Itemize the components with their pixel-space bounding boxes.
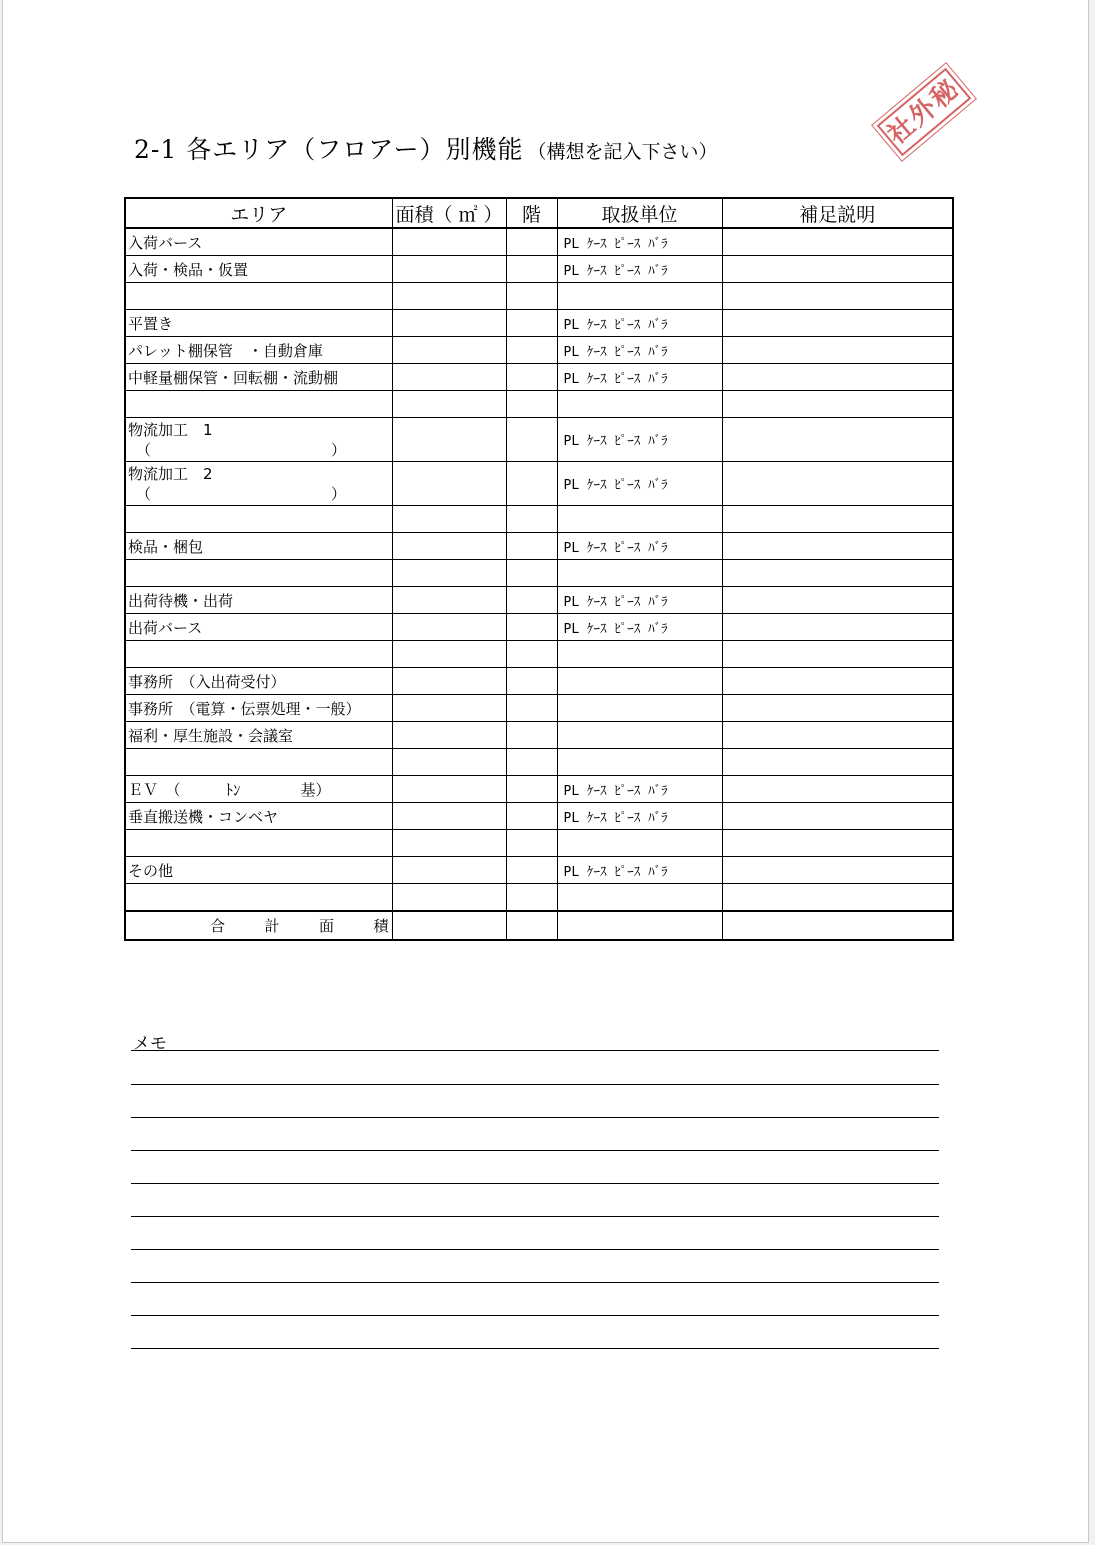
area-size-cell[interactable] — [392, 722, 506, 749]
notes-cell[interactable] — [722, 587, 953, 614]
area-size-cell[interactable] — [392, 337, 506, 364]
area-size-cell[interactable] — [392, 418, 506, 462]
memo-line — [131, 1050, 939, 1051]
floor-cell[interactable] — [506, 337, 557, 364]
area-size-cell[interactable] — [392, 364, 506, 391]
header-floor: 階 — [506, 198, 557, 228]
area-detail: （ ） — [136, 440, 347, 459]
notes-cell[interactable] — [722, 803, 953, 830]
floor-cell[interactable] — [506, 830, 557, 857]
area-size-cell[interactable] — [392, 256, 506, 283]
table-row — [125, 857, 953, 884]
area-cell: パレット棚保管 ・自動倉庫 — [125, 337, 392, 364]
memo-line — [131, 1249, 939, 1250]
table-row — [125, 310, 953, 337]
notes-cell[interactable] — [722, 256, 953, 283]
area-cell: 垂直搬送機・コンベヤ — [125, 803, 392, 830]
notes-cell[interactable] — [722, 337, 953, 364]
table-header-row — [125, 198, 953, 228]
floor-cell[interactable] — [506, 560, 557, 587]
area-label: 物流加工 2 — [128, 464, 213, 483]
table-row — [125, 283, 953, 310]
notes-cell[interactable] — [722, 641, 953, 668]
header-area: エリア — [125, 198, 392, 228]
table-row — [125, 462, 953, 506]
memo-line — [131, 1216, 939, 1217]
area-size-cell[interactable] — [392, 506, 506, 533]
table-row — [125, 228, 953, 256]
notes-cell[interactable] — [722, 506, 953, 533]
table-row — [125, 668, 953, 695]
area-cell: その他 — [125, 857, 392, 884]
page-title — [134, 130, 717, 166]
total-row — [125, 911, 953, 940]
header-notes: 補足説明 — [722, 198, 953, 228]
floor-cell[interactable] — [506, 668, 557, 695]
area-size-cell[interactable] — [392, 857, 506, 884]
area-cell — [125, 391, 392, 418]
area-cell — [125, 749, 392, 776]
handling-unit-cell — [557, 283, 722, 310]
floor-cell[interactable] — [506, 587, 557, 614]
area-size-cell[interactable] — [392, 228, 506, 256]
handling-unit-cell: PL ｹｰｽ ﾋﾟｰｽ ﾊﾞﾗ — [557, 614, 722, 641]
table-row — [125, 641, 953, 668]
handling-unit-cell: PL ｹｰｽ ﾋﾟｰｽ ﾊﾞﾗ — [557, 418, 722, 462]
handling-unit-cell: PL ｹｰｽ ﾋﾟｰｽ ﾊﾞﾗ — [557, 803, 722, 830]
area-cell — [125, 560, 392, 587]
table-row — [125, 830, 953, 857]
area-cell — [125, 462, 392, 506]
memo-line — [131, 1150, 939, 1151]
handling-unit-cell: PL ｹｰｽ ﾋﾟｰｽ ﾊﾞﾗ — [557, 256, 722, 283]
area-size-cell[interactable] — [392, 462, 506, 506]
memo-line — [131, 1084, 939, 1085]
handling-unit-cell: PL ｹｰｽ ﾋﾟｰｽ ﾊﾞﾗ — [557, 364, 722, 391]
memo-label: メモ — [133, 1034, 167, 1054]
notes-cell[interactable] — [722, 391, 953, 418]
handling-unit-cell: PL ｹｰｽ ﾋﾟｰｽ ﾊﾞﾗ — [557, 533, 722, 560]
table-row — [125, 391, 953, 418]
floor-cell[interactable] — [506, 857, 557, 884]
area-size-cell[interactable] — [392, 884, 506, 912]
area-cell: 事務所 （電算・伝票処理・一般） — [125, 695, 392, 722]
table-row — [125, 749, 953, 776]
notes-cell[interactable] — [722, 722, 953, 749]
floor-cell[interactable] — [506, 462, 557, 506]
area-size-cell[interactable] — [392, 695, 506, 722]
table-row — [125, 506, 953, 533]
area-cell: ＥＶ （ ﾄﾝ 基） — [125, 776, 392, 803]
area-cell: 入荷バース — [125, 228, 392, 256]
handling-unit-cell — [557, 641, 722, 668]
handling-unit-cell — [557, 506, 722, 533]
header-handling-unit: 取扱単位 — [557, 198, 722, 228]
area-size-cell[interactable] — [392, 776, 506, 803]
notes-cell[interactable] — [722, 614, 953, 641]
handling-unit-cell: PL ｹｰｽ ﾋﾟｰｽ ﾊﾞﾗ — [557, 228, 722, 256]
floor-cell[interactable] — [506, 418, 557, 462]
notes-cell[interactable] — [722, 668, 953, 695]
floor-cell[interactable] — [506, 614, 557, 641]
area-cell — [125, 641, 392, 668]
notes-cell[interactable] — [722, 884, 953, 912]
area-size-cell[interactable] — [392, 668, 506, 695]
area-cell — [125, 418, 392, 462]
handling-unit-cell — [557, 560, 722, 587]
confidential-stamp: 社外秘 — [877, 68, 972, 156]
document-page — [2, 0, 1089, 1543]
table-row — [125, 256, 953, 283]
floor-cell[interactable] — [506, 228, 557, 256]
area-cell: 平置き — [125, 310, 392, 337]
handling-unit-cell: PL ｹｰｽ ﾋﾟｰｽ ﾊﾞﾗ — [557, 337, 722, 364]
area-cell: 福利・厚生施設・会議室 — [125, 722, 392, 749]
floor-cell[interactable] — [506, 310, 557, 337]
floor-cell[interactable] — [506, 506, 557, 533]
area-cell — [125, 506, 392, 533]
handling-unit-cell — [557, 830, 722, 857]
total-area-value[interactable] — [392, 911, 506, 940]
floor-cell[interactable] — [506, 749, 557, 776]
notes-cell[interactable] — [722, 228, 953, 256]
area-size-cell[interactable] — [392, 310, 506, 337]
area-cell: 事務所 （入出荷受付） — [125, 668, 392, 695]
title-main: 2-1 各エリア（フロアー）別機能 — [134, 135, 524, 164]
floor-cell[interactable] — [506, 641, 557, 668]
area-size-cell[interactable] — [392, 641, 506, 668]
memo-line — [131, 1183, 939, 1184]
area-size-cell[interactable] — [392, 391, 506, 418]
floor-cell[interactable] — [506, 776, 557, 803]
floor-cell[interactable] — [506, 533, 557, 560]
table-row — [125, 803, 953, 830]
handling-unit-cell — [557, 695, 722, 722]
area-function-table — [124, 197, 954, 941]
area-cell — [125, 830, 392, 857]
area-cell: 検品・梱包 — [125, 533, 392, 560]
notes-cell[interactable] — [722, 830, 953, 857]
table-row — [125, 884, 953, 912]
floor-cell[interactable] — [506, 722, 557, 749]
notes-cell[interactable] — [722, 533, 953, 560]
total-notes-cell — [722, 911, 953, 940]
table-row — [125, 560, 953, 587]
table-body — [125, 228, 953, 911]
floor-cell[interactable] — [506, 803, 557, 830]
table-row — [125, 364, 953, 391]
title-sub: （構想を記入下さい） — [527, 141, 718, 163]
notes-cell[interactable] — [722, 749, 953, 776]
handling-unit-cell: PL ｹｰｽ ﾋﾟｰｽ ﾊﾞﾗ — [557, 310, 722, 337]
table-row — [125, 776, 953, 803]
area-cell: 中軽量棚保管・回転棚・流動棚 — [125, 364, 392, 391]
memo-line — [131, 1348, 939, 1349]
handling-unit-cell — [557, 668, 722, 695]
table-row — [125, 722, 953, 749]
handling-unit-cell: PL ｹｰｽ ﾋﾟｰｽ ﾊﾞﾗ — [557, 776, 722, 803]
handling-unit-cell — [557, 391, 722, 418]
notes-cell[interactable] — [722, 776, 953, 803]
area-cell: 出荷待機・出荷 — [125, 587, 392, 614]
area-size-cell[interactable] — [392, 749, 506, 776]
floor-cell[interactable] — [506, 364, 557, 391]
notes-cell[interactable] — [722, 857, 953, 884]
area-cell: 入荷・検品・仮置 — [125, 256, 392, 283]
notes-cell[interactable] — [722, 283, 953, 310]
area-size-cell[interactable] — [392, 283, 506, 310]
memo-line — [131, 1282, 939, 1283]
notes-cell[interactable] — [722, 695, 953, 722]
table-row — [125, 587, 953, 614]
area-size-cell[interactable] — [392, 614, 506, 641]
notes-cell[interactable] — [722, 364, 953, 391]
area-size-cell[interactable] — [392, 533, 506, 560]
memo-line — [131, 1117, 939, 1118]
area-size-cell[interactable] — [392, 830, 506, 857]
area-cell: 出荷バース — [125, 614, 392, 641]
total-floor-cell — [506, 911, 557, 940]
area-size-cell[interactable] — [392, 560, 506, 587]
area-label: 物流加工 1 — [128, 420, 213, 439]
area-detail: （ ） — [136, 484, 347, 503]
handling-unit-cell — [557, 722, 722, 749]
notes-cell[interactable] — [722, 418, 953, 462]
total-unit-cell — [557, 911, 722, 940]
handling-unit-cell: PL ｹｰｽ ﾋﾟｰｽ ﾊﾞﾗ — [557, 462, 722, 506]
handling-unit-cell: PL ｹｰｽ ﾋﾟｰｽ ﾊﾞﾗ — [557, 587, 722, 614]
floor-cell[interactable] — [506, 695, 557, 722]
floor-cell[interactable] — [506, 256, 557, 283]
table-row — [125, 695, 953, 722]
area-size-cell[interactable] — [392, 587, 506, 614]
table-row — [125, 337, 953, 364]
floor-cell[interactable] — [506, 283, 557, 310]
notes-cell[interactable] — [722, 462, 953, 506]
total-area-label: 合 計 面 積 — [125, 911, 392, 940]
table-row — [125, 614, 953, 641]
area-size-cell[interactable] — [392, 803, 506, 830]
handling-unit-cell — [557, 884, 722, 912]
table-row — [125, 533, 953, 560]
notes-cell[interactable] — [722, 560, 953, 587]
notes-cell[interactable] — [722, 310, 953, 337]
memo-line — [131, 1315, 939, 1316]
area-cell — [125, 884, 392, 912]
floor-cell[interactable] — [506, 884, 557, 912]
table-row — [125, 418, 953, 462]
handling-unit-cell: PL ｹｰｽ ﾋﾟｰｽ ﾊﾞﾗ — [557, 857, 722, 884]
handling-unit-cell — [557, 749, 722, 776]
header-area-size: 面積（ ㎡ ） — [392, 198, 506, 228]
area-cell — [125, 283, 392, 310]
floor-cell[interactable] — [506, 391, 557, 418]
